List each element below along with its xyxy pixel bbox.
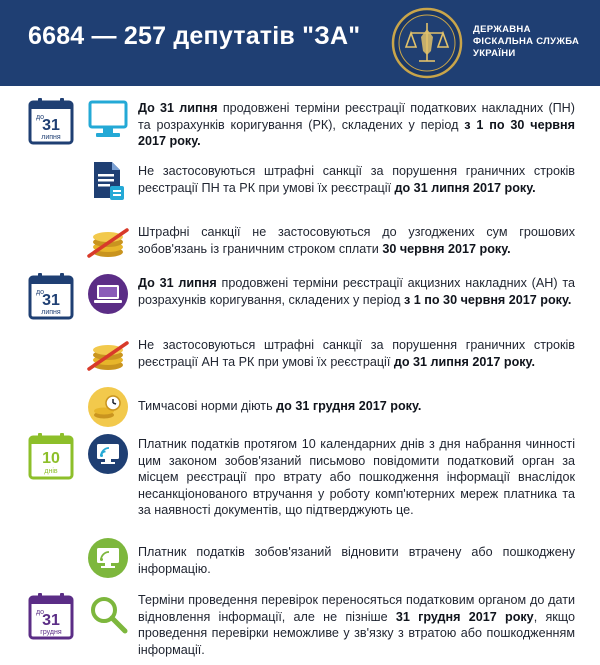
calendar-top: до xyxy=(36,609,44,616)
item-text-5: Не застосовуються штрафні санкції за порушення граничних строків реєстрації АН та РК при умові їх реєстрації до 31 липня 2017 року. xyxy=(138,338,575,369)
item-text-6: Тимчасові норми діють до 31 грудня 2017 року. xyxy=(138,399,422,413)
calendar-month: липня xyxy=(41,309,61,316)
tax-service-emblem-icon xyxy=(391,7,463,79)
header-banner xyxy=(0,0,600,86)
item-text-8: Платник податків зобов'язаний відновити втрачену або пошкоджену інформацію. xyxy=(138,545,575,576)
calendar-month: липня xyxy=(41,134,61,141)
calendar-day: 31 xyxy=(42,117,60,134)
item-text-2: Не застосовуються штрафні санкції за порушення граничних строків реєстрації ПН та РК при умові їх реєстрації до 31 липня 2017 року. xyxy=(138,164,575,195)
coins-crossed-out-icon xyxy=(86,220,130,264)
calendar-top: до xyxy=(36,114,44,121)
calendar-day: 31 xyxy=(42,612,60,629)
agency-line: ДЕРЖАВНА xyxy=(473,24,531,35)
laptop-circle-icon xyxy=(86,272,130,316)
item-text-7: Платник податків протягом 10 календарних днів з дня набрання чинності цим законом зобов'язаний письмово повідомити податковий орган за місцем реєстрації про втрату або пошкодження інформації внаслідок несанкціонованого втручання у роботу комп'ютерних мереж платника та за наявності документів, що підтверджують це. xyxy=(138,437,575,517)
document-clipboard-icon xyxy=(86,158,130,202)
agency-line: УКРАЇНИ xyxy=(473,48,516,59)
calendar-july-31-icon xyxy=(28,272,74,320)
coins-crossed-out-icon xyxy=(86,333,130,377)
item-text-1: До 31 липня продовжені терміни реєстрації податкових накладних (ПН) та розрахунків коригування (РК), складених у період з 1 по 30 червня 2017 року. xyxy=(138,101,575,148)
agency-name xyxy=(473,24,579,60)
page-title: 6684 — 257 депутатів "ЗА" xyxy=(28,22,361,50)
monitor-broadcast-icon xyxy=(86,432,130,476)
calendar-july-31-icon xyxy=(28,97,74,145)
item-text-3: Штрафні санкції не застосовуються до узгоджених сум грошових зобов'язань із граничним строком сплати 30 червня 2017 року. xyxy=(138,225,575,256)
calendar-december-31-icon xyxy=(28,592,74,640)
item-text-4: До 31 липня продовжені терміни реєстрації акцизних накладних (АН) та розрахунків коригування, складених у період з 1 по 30 червня 2017 року. xyxy=(138,276,575,307)
agency-line: ФІСКАЛЬНА СЛУЖБА xyxy=(473,36,580,47)
computer-monitor-icon xyxy=(86,97,130,141)
calendar-month: грудня xyxy=(40,629,62,636)
calendar-day: 31 xyxy=(42,292,60,309)
coins-clock-icon xyxy=(86,385,130,429)
magnifier-icon xyxy=(86,592,130,636)
item-text-9: Терміни проведення перевірок переносяться податковим органом до дати відновлення інформації, але не пізніше 31 грудня 2017 року, якщо проведення перевірки неможливе у зв'язку з втратою або пошкодженням інформації. xyxy=(138,593,575,657)
calendar-top: до xyxy=(36,289,44,296)
calendar-month: днів xyxy=(44,468,58,475)
calendar-day: 10 xyxy=(42,450,60,467)
monitor-restore-icon xyxy=(86,536,130,580)
calendar-10-days-icon xyxy=(28,432,74,480)
